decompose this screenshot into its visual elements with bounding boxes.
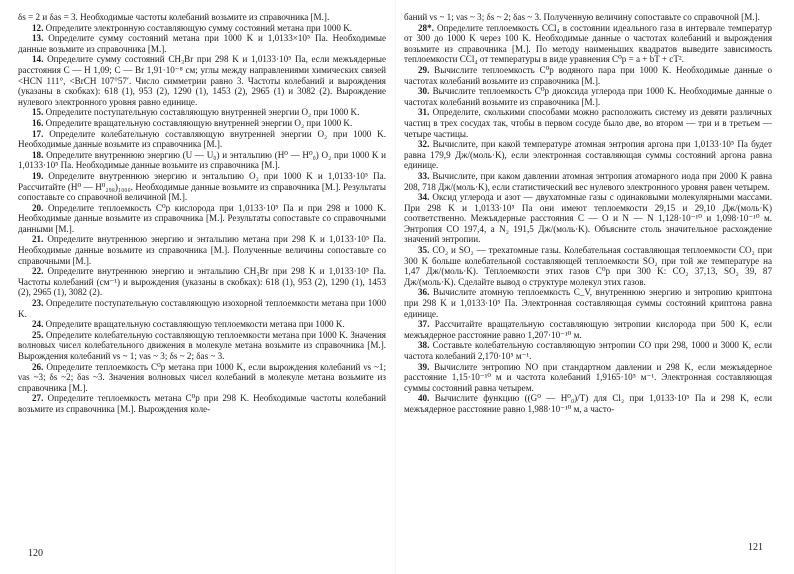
problem-paragraph (18, 330, 386, 362)
problem-text: Определите теплоемкость C⁰p метана при 1000 K, если вырождения колебаний νs ~1; νas ~3; δs ~2; δas ~3. Значения волновых чисел колебаний в молекуле метана возьмите из справочника [М.]. (18, 361, 386, 393)
problem-paragraph (18, 12, 386, 23)
problem-text: CO₂ и SO₂ — трехатомные газы. Колебательная составляющая теплоемкости CO₂ при 300 K больше колебательной составляющей теплоемкости SO₂ при той же температуре на 1,47 Дж/(моль·K). Теплоемкости этих газов C⁰p при 300 K: CO₂ 37,13, SO₂ 39, 87 Дж/(моль·K). Сделайте вывод о структуре молекул этих газов. (404, 245, 772, 287)
problem-text: Вычислите, при каком давлении атомная энтропия атомарного иода при 2000 K равна 208, 718 Дж/(моль·K), если статистический вес нулевого электронного уровня равен четырем. (404, 170, 773, 192)
problem-number: 40. (418, 393, 430, 404)
problem-text: Определите сумму состояний метана при 1000 K и 1,0133×10⁵ Па. Необходимые данные возьмите из справочника [М.]. (18, 33, 386, 54)
problem-paragraph (18, 150, 386, 171)
problem-text: Определите вращательную составляющую внутренней энергии O₂ при 1000 K. (45, 117, 353, 128)
problem-paragraph (18, 54, 386, 107)
problem-number: 17. (32, 128, 44, 139)
page-gutter (395, 0, 396, 574)
problem-paragraph (18, 23, 386, 34)
problem-number: 29. (418, 64, 430, 75)
problem-number: 33. (418, 170, 430, 181)
problem-text: Определите теплоемкость C⁰p кислорода при 1,0133·10⁵ Па и при 298 и 1000 K. Необходимые данные возьмите из справочника [М.]. Результаты сопоставьте со справочными данными [М.]. (18, 202, 386, 234)
page-number-left: 120 (28, 548, 43, 559)
problem-text: Вычислите энтропию NO при стандартном давлении и 298 K, если межъядерное расстояние 1,15·10⁻¹⁰ м и частота колебаний 1,9165·10⁵ м⁻¹. Электронная составляющая суммы состояний равна четырем. (404, 361, 772, 393)
problem-number: 24. (32, 319, 44, 330)
right-page (404, 12, 772, 415)
problem-text: Определите внутреннюю энергию и энтальпию CH₃Br при 298 K и 1,0133·10⁵ Па. Частоты колебаний (см⁻¹) и вырождения (указаны в скобках): 618 (1), 953 (2), 1290 (1), 1453 (2), 2965 (1), 3082 (2). (18, 266, 386, 298)
problem-paragraph (18, 107, 386, 118)
problem-paragraph (18, 33, 386, 54)
problem-paragraph (18, 171, 386, 203)
problem-paragraph (404, 12, 772, 23)
problem-text: Вычислите атомную теплоемкость C_V, внутреннюю энергию и энтропию криптона при 298 K и 1,0133·10⁵ Па. Электронная составляющая суммы состояний криптона равна единице. (404, 287, 772, 319)
problem-number: 31. (418, 107, 430, 118)
problem-number: 23. (32, 298, 44, 309)
problem-paragraph (18, 362, 386, 394)
left-page (18, 12, 386, 415)
problem-text: Вычислите теплоемкость C⁰p диоксида углерода при 1000 K. Необходимые данные о частотах колебаний возьмите из справочника [М.]. (404, 86, 772, 107)
problem-number: 22. (32, 266, 44, 277)
problem-text: Вычислите, при какой температуре атомная энтропия аргона при 1,0133·10⁵ Па будет равна 179,9 Дж/(моль·K), если электронная составляющая суммы состояний аргона равна единице. (404, 139, 772, 171)
problem-paragraph (18, 118, 386, 129)
problem-number: 27. (32, 393, 44, 404)
problem-text: Определите теплоемкость CCl₄ в состоянии идеального газа в интервале температур от 300 до 1000 K через 100 K. Необходимые данные о частотах колебаний и вырождения возьмите из справочника [М.]. По методу наименьших квадратов выведите зависимость теплоемкости CCl₄ от температуры в виде уравнения C⁰p = a + bT + cT². (404, 22, 772, 65)
problem-text: δs = 2 и δas = 3. Необходимые частоты колебаний возьмите из справочника [М.]. (18, 12, 330, 22)
problem-number: 35. (418, 245, 430, 256)
problem-text: Определите внутреннюю энергию и энтальпию O₂ при 1000 K и 1,0133·10⁵ Па. Рассчитайте (H⁰ — H⁰₂₉₈)₁₀₀₀. Необходимые данные возьмите из справочника [М.]. Результаты сопоставьте со справочной величиной [М.]. (18, 170, 386, 203)
problem-number: 28*. (418, 22, 434, 33)
problem-text: Определите вращательную составляющую теплоемкости метана при 1000 K. (45, 319, 345, 330)
problem-number: 18. (32, 149, 44, 160)
problem-text: Составьте колебательную составляющую энтропии CO при 298, 1000 и 3000 K, если частота колебаний 2,170·10⁵ м⁻¹. (404, 340, 772, 361)
problem-paragraph (404, 65, 772, 86)
problem-paragraph (404, 86, 772, 107)
problem-text: Определите поступательную составляющую изохорной теплоемкости метана при 1000 K. (18, 298, 386, 319)
problem-paragraph (18, 393, 386, 414)
problem-paragraph (18, 298, 386, 319)
problem-number: 34. (418, 192, 430, 203)
problem-paragraph (404, 362, 772, 394)
problem-paragraph (404, 171, 772, 192)
problem-number: 19. (32, 170, 44, 181)
problem-text: Рассчитайте вращательную составляющую энтропии кислорода при 500 K, если межъядерное расстояние равно 1,207·10⁻¹⁰ м. (404, 319, 772, 340)
problem-number: 26. (32, 361, 44, 372)
problem-number: 25. (32, 329, 44, 340)
problem-paragraph (404, 23, 772, 65)
problem-number: 38. (418, 340, 430, 351)
problem-number: 20. (32, 202, 44, 213)
problem-text: Определите колебательную составляющую внутренней энергии O₂ при 1000 K. Необходимые данные возьмите из справочника [М.]. (18, 128, 386, 150)
problem-number: 21. (32, 234, 44, 245)
problem-text: Определите сумму состояний CH₃Br при 298 K и 1,0133·10⁵ Па, если межъядерные расстояния C — H 1,09; C — Br 1,91·10⁻⁸ см; углы между направлениями химических связей <HCN 111°, <BrCH 107°57′. Число симметрии равно 3. Частоты колебаний и вырождения (указаны в скобках): 618 (1), 953 (2), 1290 (1), 1453 (2), 2965 (1) и 3082 (2). Вырождение нулевого электронного уровня равно единице. (18, 54, 386, 107)
problem-paragraph (18, 203, 386, 235)
problem-paragraph (404, 192, 772, 245)
problem-paragraph (404, 287, 772, 319)
problem-number: 32. (418, 139, 430, 150)
problem-paragraph (18, 266, 386, 298)
problem-text: Определите поступательную составляющую внутренней энергии O₂ при 1000 K. (45, 107, 360, 118)
problem-number: 15. (32, 107, 44, 118)
problem-paragraph (18, 129, 386, 150)
problem-paragraph (404, 245, 772, 287)
problem-number: 37. (418, 319, 430, 330)
problem-text: Определите теплоемкость метана C⁰p при 298 K. Необходимые частоты колебаний возьмите из справочника [М.]. Вырождения коле- (18, 393, 386, 414)
problem-number: 16. (32, 117, 44, 128)
problem-text: Определите, сколькими способами можно расположить систему из девяти различных частиц в трех сосудах так, чтобы в первом сосуде было две, во втором — три и в третьем — четыре частицы. (404, 107, 772, 139)
problem-paragraph (404, 139, 772, 171)
problem-text: Оксид углерода и азот — двухатомные газы с одинаковыми молекулярными массами. При 298 K и 1,0133·10⁵ Па они имеют теплоемкости 29,15 и 29,10 Дж/(моль·K) соответственно. Межъядерные расстояния C — O и N — N 1,128·10⁻¹⁰ и 1,098·10⁻¹⁰ м. Энтропия CO 197,4, а N₂ 191,5 Дж/(моль·K). Объясните столь значительное расхождение значений энтропии. (404, 192, 772, 245)
problem-paragraph (404, 107, 772, 139)
problem-number: 13. (32, 33, 44, 44)
problem-text: баний νs ~ 1; νas ~ 3; δs ~ 2; δas ~ 3. Полученную величину сопоставьте со справочной [М.]. (404, 12, 760, 22)
problem-paragraph (18, 234, 386, 266)
problem-text: Вычислите функцию ((G⁰ — H⁰₀)/T) для Cl₂ при 1,0133·10⁵ Па и 298 K, если межъядерное расстояние равно 1,988·10⁻¹⁰ м, а часто- (404, 393, 773, 414)
problem-number: 30. (418, 86, 430, 97)
problem-number: 12. (32, 22, 44, 33)
problem-paragraph (404, 393, 772, 414)
problem-text: Вычислите теплоемкость C⁰p водяного пара при 1000 K. Необходимые данные о частотах колебаний возьмите из справочника [М.]. (404, 64, 772, 86)
problem-paragraph (18, 319, 386, 330)
problem-text: Определите колебательную составляющую теплоемкости метана при 1000 K. Значения волновых чисел колебательного движения в молекуле метана возьмите из справочника [М.]. Вырождения колебаний νs ~ 1; νas ~ 3; δs ~ 2; δas ~ 3. (18, 329, 386, 361)
problem-text: Определите внутреннюю энергию (U — U₀) и энтальпию (H⁰ — H⁰₀) O₂ при 1000 K и 1,0133·10⁵ Па. Необходимые данные возьмите из справочника [М.]. (18, 149, 387, 171)
problem-text: Определите внутреннюю энергию и энтальпию метана при 298 K и 1,0133·10⁵ Па. Необходимые данные возьмите из справочника [М.]. Полученные величины сопоставьте со справочными [М.]. (18, 234, 386, 266)
problem-text: Определите электронную составляющую сумму состояний метана при 1000 K. (45, 22, 353, 33)
problem-paragraph (404, 319, 772, 340)
problem-number: 36. (418, 287, 430, 298)
page-number-right: 121 (748, 542, 763, 553)
problem-number: 14. (32, 54, 44, 65)
problem-paragraph (404, 340, 772, 361)
problem-number: 39. (418, 361, 430, 372)
